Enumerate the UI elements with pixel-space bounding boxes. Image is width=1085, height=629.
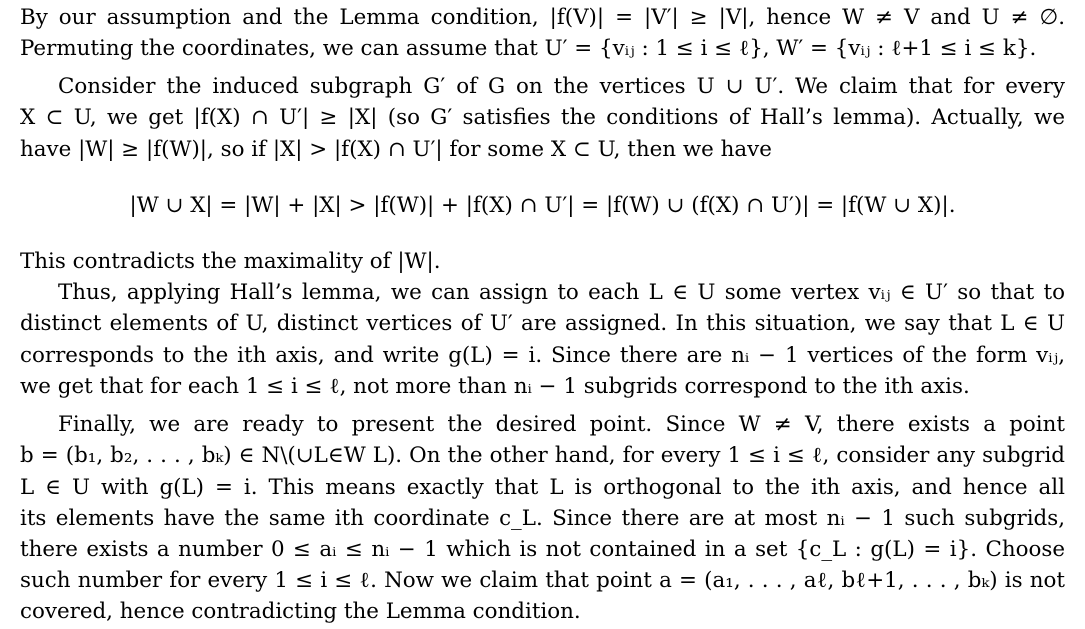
text-line: we get that for each 1 ≤ i ≤ ℓ, not more than nᵢ − 1 subgrids correspond to the ith axis. <box>20 374 970 399</box>
text-line: its elements have the same ith coordinate c_L. Since there are at most nᵢ − 1 such subgrids, <box>20 506 1065 531</box>
text-line: corresponds to the ith axis, and write g(L) = i. Since there are nᵢ − 1 vertices of the form vᵢⱼ, <box>20 343 1065 368</box>
text-line: have |W| ≥ |f(W)|, so if |X| > |f(X) ∩ U′| for some X ⊂ U, then we have <box>20 137 772 162</box>
text-line: distinct elements of U, distinct vertices of U′ are assigned. In this situation, we say that L ∈ U <box>20 311 1065 336</box>
text-line: X ⊂ U, we get |f(X) ∩ U′| ≥ |X| (so G′ satisfies the conditions of Hall’s lemma). Actually, we <box>20 105 1065 130</box>
text-line: covered, hence contradicting the Lemma condition. <box>20 599 581 624</box>
text-line: b = (b₁, b₂, . . . , bₖ) ∈ N\(∪L∈W L). On the other hand, for every 1 ≤ i ≤ ℓ, consider any subgrid <box>20 443 1065 468</box>
text-line: there exists a number 0 ≤ aᵢ ≤ nᵢ − 1 which is not contained in a set {c_L : g(L) = i}. Choose <box>20 537 1065 562</box>
text-line: such number for every 1 ≤ i ≤ ℓ. Now we claim that point a = (a₁, . . . , aℓ, bℓ+1, . . . , bₖ) is not <box>20 568 1065 593</box>
text-line: Consider the induced subgraph G′ of G on the vertices U ∪ U′. We claim that for every <box>58 74 1065 99</box>
display-equation: |W ∪ X| = |W| + |X| > |f(W)| + |f(X) ∩ U′| = |f(W) ∪ (f(X) ∩ U′)| = |f(W ∪ X)|. <box>129 193 956 218</box>
text-line: L ∈ U with g(L) = i. This means exactly that L is orthogonal to the ith axis, and hence all <box>20 475 1065 500</box>
text-line: This contradicts the maximality of |W|. <box>20 249 441 274</box>
text-line: Thus, applying Hall’s lemma, we can assign to each L ∈ U some vertex vᵢⱼ ∈ U′ so that to <box>58 280 1065 305</box>
text-line: Permuting the coordinates, we can assume that U′ = {vᵢⱼ : 1 ≤ i ≤ ℓ}, W′ = {vᵢⱼ : ℓ+1 ≤ i ≤ k}. <box>20 36 1037 61</box>
text-line: Finally, we are ready to present the desired point. Since W ≠ V, there exists a point <box>58 412 1065 437</box>
text-line: By our assumption and the Lemma condition, |f(V)| = |V′| ≥ |V|, hence W ≠ V and U ≠ ∅. <box>20 5 1065 30</box>
